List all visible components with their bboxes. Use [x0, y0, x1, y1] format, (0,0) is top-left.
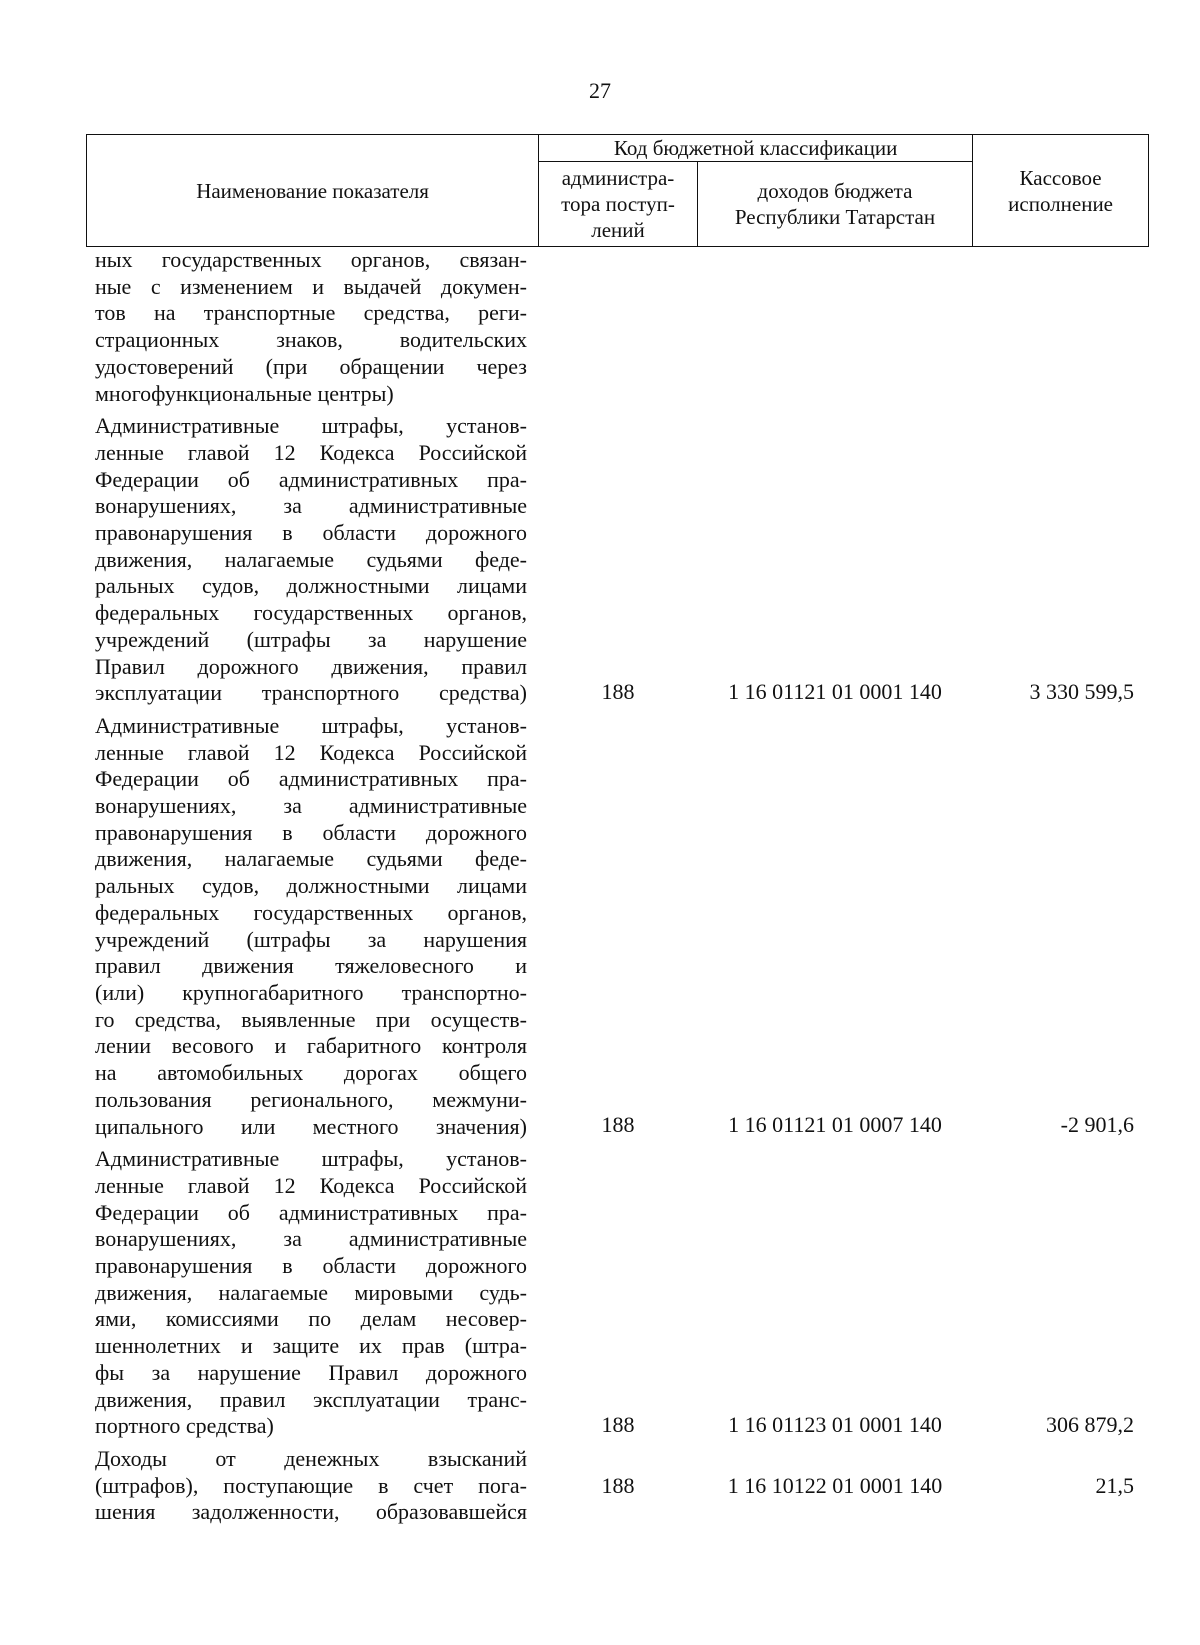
row-admin-code: 188	[601, 678, 635, 704]
row-amount: 3 330 599,5	[1029, 678, 1134, 704]
text-line: эксплуатации транспортного средства)	[95, 680, 527, 706]
text-line: ленные главой 12 Кодекса Российской	[95, 1172, 527, 1198]
text-line: шеннолетних и защите их прав (штра-	[95, 1333, 527, 1359]
row-description	[95, 247, 527, 407]
text-line: правонарушения в области дорожного	[95, 520, 527, 546]
text-line: тов на транспортные средства, реги-	[95, 300, 527, 326]
header-indicator-name: Наименование показателя	[87, 135, 539, 247]
table-row	[0, 247, 1200, 407]
text-line: многофункциональные центры)	[95, 380, 394, 406]
text-line: лении весового и габаритного контроля	[95, 1033, 527, 1059]
header-admin-label: администра- тора поступ- лений	[561, 166, 675, 242]
table-body	[0, 247, 1200, 1526]
row-revenue-code: 1 16 10122 01 0001 140	[727, 1472, 943, 1498]
text-line: фы за нарушение Правил дорожного	[95, 1359, 527, 1385]
text-line: движения, правил эксплуатации транс-	[95, 1386, 527, 1412]
text-line: ные с изменением и выдачей докумен-	[95, 273, 527, 299]
page-number: 27	[589, 78, 611, 103]
row-text	[95, 713, 527, 1140]
header-revenue	[697, 162, 972, 247]
text-line: движения, налагаемые судьями феде-	[95, 546, 527, 572]
table-row	[0, 713, 1200, 1140]
row-admin-code: 188	[601, 1411, 635, 1437]
header-revenue-label: доходов бюджета Республики Татарстан	[734, 179, 936, 229]
text-line: правонарушения в области дорожного	[95, 1253, 527, 1279]
table-row	[0, 413, 1200, 707]
text-line: Правил дорожного движения, правил	[95, 653, 527, 679]
text-line: портного средства)	[95, 1413, 274, 1439]
text-line: шения задолженности, образовавшейся	[95, 1499, 527, 1525]
text-line: правонарушения в области дорожного	[95, 819, 527, 845]
text-line: ципального или местного значения)	[95, 1113, 527, 1139]
table-row	[0, 1146, 1200, 1440]
row-text	[95, 413, 527, 707]
text-line: ных государственных органов, связан-	[95, 247, 527, 272]
header-admin	[539, 162, 698, 247]
row-revenue-code: 1 16 01121 01 0007 140	[728, 1112, 942, 1138]
text-line: пользования регионального, межмуни-	[95, 1086, 527, 1112]
text-line: ленные главой 12 Кодекса Российской	[95, 739, 527, 765]
header-execution	[973, 135, 1149, 247]
row-revenue-code: 1 16 01121 01 0001 140	[728, 678, 942, 704]
text-line: Федерации об административных пра-	[95, 766, 527, 792]
row-description	[95, 413, 527, 707]
text-line: Доходы от денежных взысканий	[95, 1445, 527, 1471]
text-line: го средства, выявленные при осуществ-	[95, 1006, 527, 1032]
row-admin-code: 188	[601, 1112, 635, 1138]
row-text	[95, 247, 527, 407]
row-description	[95, 713, 527, 1140]
text-line: вонарушениях, за административные	[95, 1226, 527, 1252]
text-line: учреждений (штрафы за нарушения	[95, 926, 527, 952]
row-amount: 306 879,2	[1046, 1411, 1134, 1437]
text-line: движения, налагаемые мировыми судь-	[95, 1279, 527, 1305]
row-amount: 21,5	[1095, 1472, 1134, 1498]
text-line: правил движения тяжеловесного и	[95, 953, 527, 979]
text-line: ленные главой 12 Кодекса Российской	[95, 439, 527, 465]
header-execution-label: Кассовое исполнение	[1008, 165, 1113, 216]
row-admin-code: 188	[601, 1472, 635, 1498]
text-line: Административные штрафы, установ-	[95, 413, 527, 439]
row-description	[95, 1146, 527, 1440]
row-amount: -2 901,6	[1060, 1112, 1134, 1138]
text-line: (или) крупногабаритного транспортно-	[95, 979, 527, 1005]
text-line: на автомобильных дорогах общего	[95, 1060, 527, 1086]
text-line: Федерации об административных пра-	[95, 1199, 527, 1225]
row-text	[95, 1146, 527, 1440]
header-classification-group: Код бюджетной классификации	[539, 135, 973, 162]
text-line: Федерации об административных пра-	[95, 466, 527, 492]
row-description	[95, 1446, 527, 1526]
text-line: ями, комиссиями по делам несовер-	[95, 1306, 527, 1332]
text-line: движения, налагаемые судьями феде-	[95, 846, 527, 872]
text-line: ральных судов, должностными лицами	[95, 873, 527, 899]
text-line: ральных судов, должностными лицами	[95, 573, 527, 599]
text-line: Административные штрафы, установ-	[95, 712, 527, 738]
text-line: вонарушениях, за административные	[95, 793, 527, 819]
row-text	[95, 1446, 527, 1526]
row-revenue-code: 1 16 01123 01 0001 140	[728, 1411, 942, 1437]
text-line: федеральных государственных органов,	[95, 899, 527, 925]
table-header	[86, 134, 1149, 247]
table-row	[0, 1446, 1200, 1526]
text-line: федеральных государственных органов,	[95, 600, 527, 626]
text-line: удостоверений (при обращении через	[95, 353, 527, 379]
text-line: вонарушениях, за административные	[95, 493, 527, 519]
text-line: Административные штрафы, установ-	[95, 1146, 527, 1172]
text-line: страционных знаков, водительских	[95, 327, 527, 353]
text-line: учреждений (штрафы за нарушение	[95, 626, 527, 652]
text-line: (штрафов), поступающие в счет пога-	[95, 1472, 527, 1498]
